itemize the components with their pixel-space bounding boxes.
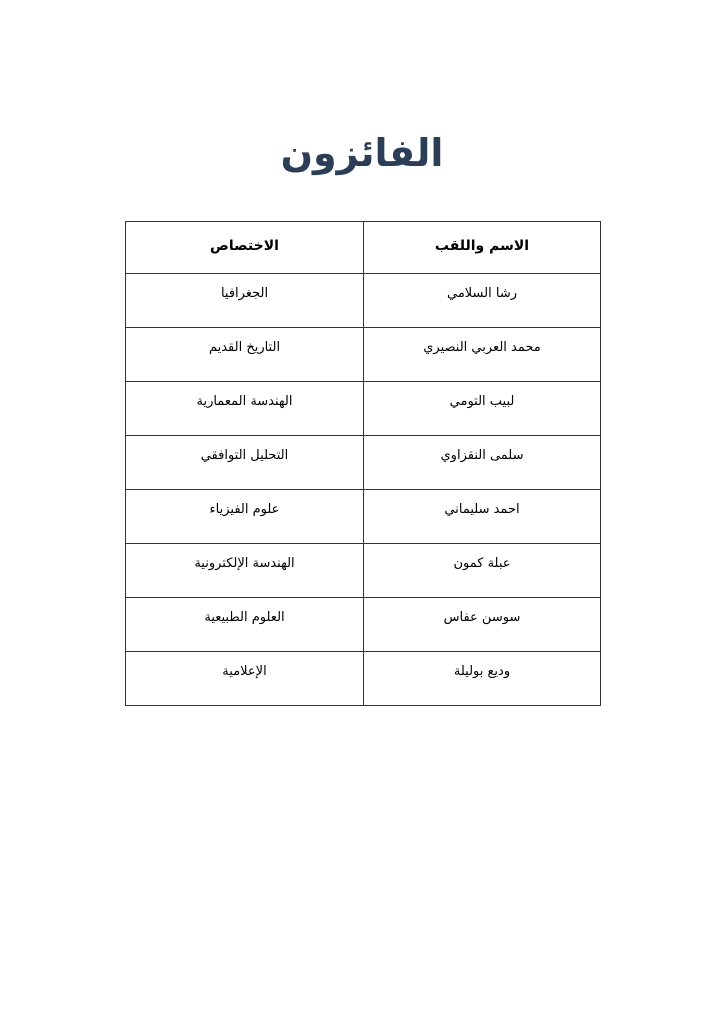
winner-specialization: التحليل التوافقي bbox=[126, 436, 364, 490]
column-header-name: الاسم واللقب bbox=[364, 222, 601, 274]
winner-name: احمد سليماني bbox=[364, 490, 601, 544]
winner-name: سوسن عفاس bbox=[364, 598, 601, 652]
winner-specialization: الهندسة الإلكترونية bbox=[126, 544, 364, 598]
table-row bbox=[126, 436, 601, 490]
table-row bbox=[126, 382, 601, 436]
winner-name: سلمى النقزاوي bbox=[364, 436, 601, 490]
table-row bbox=[126, 598, 601, 652]
winner-specialization: الجغرافيا bbox=[126, 274, 364, 328]
winner-name: عبلة كمون bbox=[364, 544, 601, 598]
winners-table bbox=[125, 221, 601, 706]
winner-specialization: الإعلامية bbox=[126, 652, 364, 706]
table-row bbox=[126, 490, 601, 544]
table-row bbox=[126, 652, 601, 706]
winner-name: رشا السلامي bbox=[364, 274, 601, 328]
winner-specialization: علوم الفيزياء bbox=[126, 490, 364, 544]
table-row bbox=[126, 544, 601, 598]
winner-name: محمد العربي النصيري bbox=[364, 328, 601, 382]
table-header-row bbox=[126, 222, 601, 274]
winner-specialization: التاريخ القديم bbox=[126, 328, 364, 382]
winner-name: لبيب التومي bbox=[364, 382, 601, 436]
winner-name: وديع بوليلة bbox=[364, 652, 601, 706]
table-row bbox=[126, 328, 601, 382]
table-row bbox=[126, 274, 601, 328]
winner-specialization: الهندسة المعمارية bbox=[126, 382, 364, 436]
winner-specialization: العلوم الطبيعية bbox=[126, 598, 364, 652]
column-header-specialization: الاختصاص bbox=[126, 222, 364, 274]
page-title: الفائزون bbox=[280, 131, 444, 175]
